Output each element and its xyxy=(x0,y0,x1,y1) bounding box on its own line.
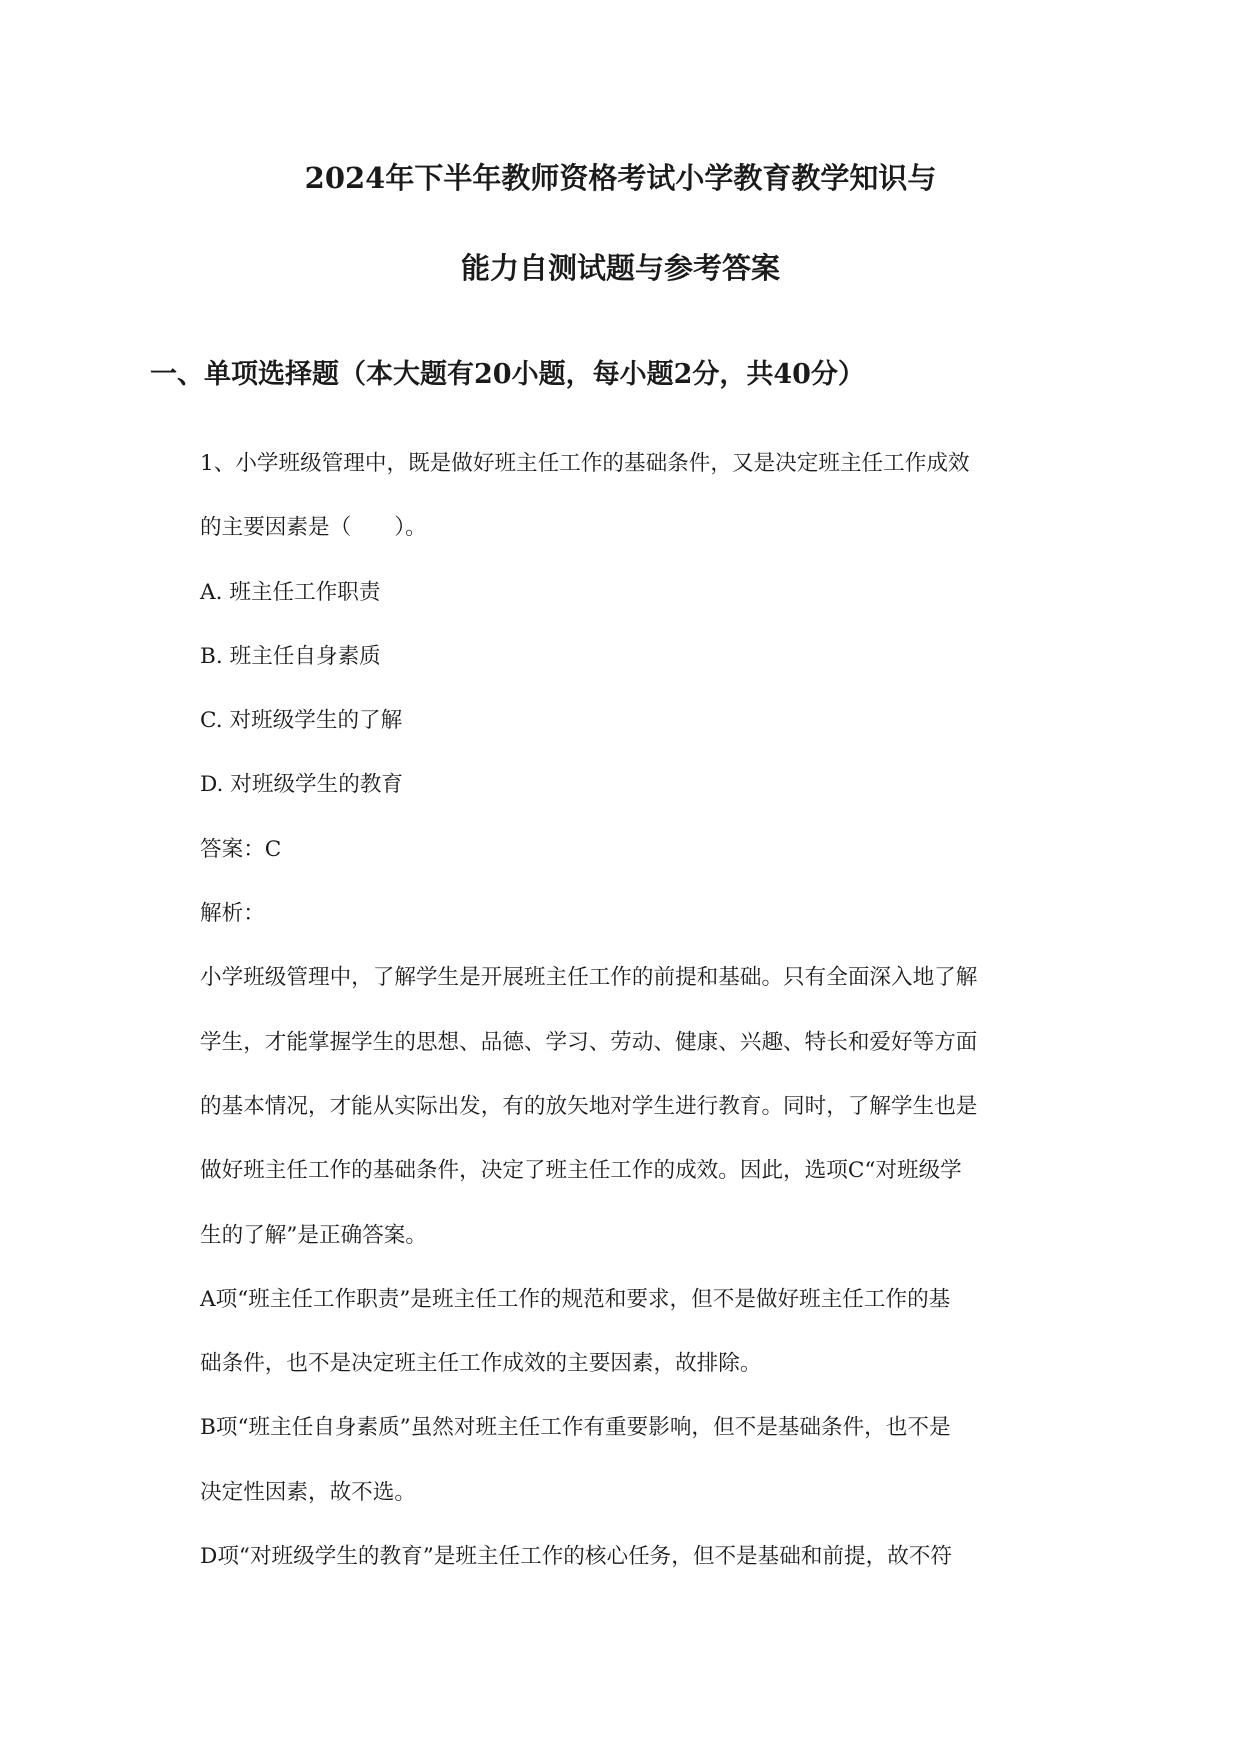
question-stem-line-2: 的主要因素是（ ）。 xyxy=(200,515,427,541)
option-a: A. 班主任工作职责 xyxy=(200,579,381,605)
analysis-line-8: B项“班主任自身素质”虽然对班主任工作有重要影响，但不是基础条件，也不是 xyxy=(200,1415,951,1441)
analysis-line-10: D项“对班级学生的教育”是班主任工作的核心任务，但不是基础和前提，故不符 xyxy=(200,1544,952,1570)
document-title-line-2: 能力自测试题与参考答案 xyxy=(460,251,780,285)
answer-line: 答案：C xyxy=(200,836,282,862)
question-block xyxy=(200,432,1090,1589)
analysis-label: 解析： xyxy=(200,901,265,927)
section-heading: 一、单项选择题（本大题有20小题，每小题2分，共40分） xyxy=(150,359,865,390)
analysis-line-4: 做好班主任工作的基础条件，决定了班主任工作的成效。因此，选项C“对班级学 xyxy=(200,1158,962,1184)
document-title-line-1: 2024年下半年教师资格考试小学教育教学知识与 xyxy=(304,161,937,195)
analysis-line-6: A项“班主任工作职责”是班主任工作的规范和要求，但不是做好班主任工作的基 xyxy=(200,1286,951,1312)
analysis-line-1: 小学班级管理中，了解学生是开展班主任工作的前提和基础。只有全面深入地了解 xyxy=(200,965,978,991)
analysis-line-9: 决定性因素，故不选。 xyxy=(200,1479,416,1505)
analysis-line-5: 生的了解”是正确答案。 xyxy=(200,1222,427,1248)
analysis-line-2: 学生，才能掌握学生的思想、品德、学习、劳动、健康、兴趣、特长和爱好等方面 xyxy=(200,1029,978,1055)
option-b: B. 班主任自身素质 xyxy=(200,643,381,669)
question-stem-line-1: 1、小学班级管理中，既是做好班主任工作的基础条件，又是决定班主任工作成效 xyxy=(200,451,970,476)
option-c: C. 对班级学生的了解 xyxy=(200,708,403,734)
analysis-line-3: 的基本情况，才能从实际出发，有的放矢地对学生进行教育。同时，了解学生也是 xyxy=(200,1093,978,1119)
option-d: D. 对班级学生的教育 xyxy=(200,772,404,798)
analysis-line-7: 础条件，也不是决定班主任工作成效的主要因素，故排除。 xyxy=(200,1351,762,1377)
